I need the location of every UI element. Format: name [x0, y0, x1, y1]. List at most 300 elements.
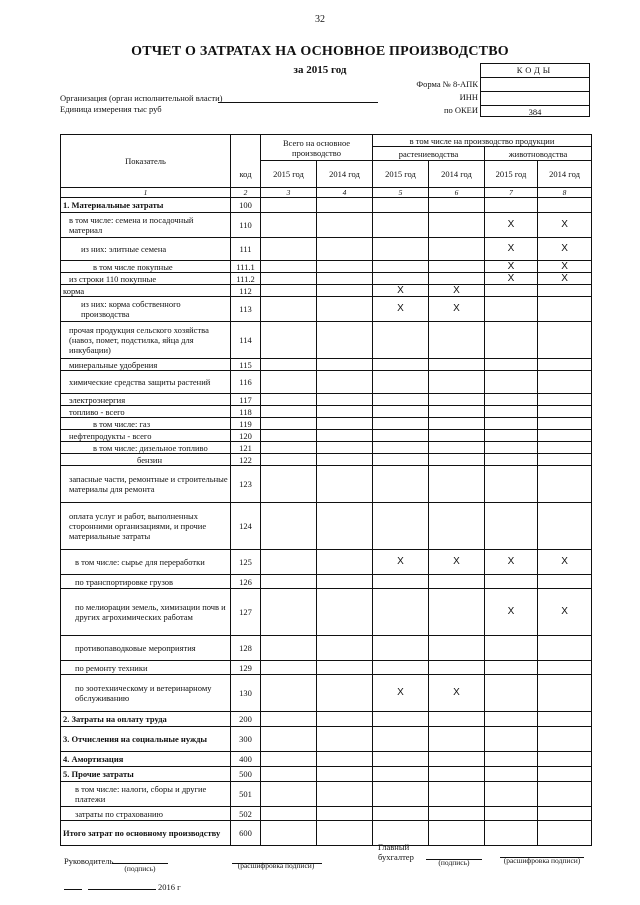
value-cell[interactable] [538, 661, 592, 675]
not-applicable-mark: X [429, 675, 485, 712]
inn-code-cell [481, 92, 589, 106]
value-cell[interactable] [538, 712, 592, 727]
not-applicable-mark: X [538, 261, 592, 273]
row-code: 600 [231, 821, 261, 846]
not-applicable-mark: X [429, 550, 485, 575]
value-cell[interactable] [485, 322, 538, 359]
value-cell[interactable] [261, 418, 317, 430]
value-cell[interactable] [317, 261, 373, 273]
table-row [61, 575, 592, 589]
header-code-blank [231, 135, 261, 161]
value-cell[interactable] [538, 727, 592, 752]
row-code: 501 [231, 782, 261, 807]
row-code: 113 [231, 297, 261, 322]
value-cell[interactable] [429, 371, 485, 394]
row-indicator: прочая продукция сельского хозяйства (навоз, помет, подстилка, яйца для инкубации) [61, 322, 231, 359]
value-cell[interactable] [261, 273, 317, 285]
value-cell[interactable] [317, 418, 373, 430]
value-cell[interactable] [538, 297, 592, 322]
row-code: 117 [231, 394, 261, 406]
header-animal-2014: 2014 год [538, 161, 592, 188]
value-cell[interactable] [485, 466, 538, 503]
value-cell[interactable] [317, 727, 373, 752]
table-row [61, 430, 592, 442]
value-cell[interactable] [261, 821, 317, 846]
value-cell[interactable] [373, 406, 429, 418]
value-cell[interactable] [261, 430, 317, 442]
value-cell[interactable] [261, 213, 317, 238]
value-cell[interactable] [261, 198, 317, 213]
value-cell[interactable] [261, 712, 317, 727]
table-row [61, 238, 592, 261]
value-cell[interactable] [485, 575, 538, 589]
value-cell[interactable] [538, 575, 592, 589]
table-row [61, 454, 592, 466]
table-row [61, 198, 592, 213]
value-cell[interactable] [317, 503, 373, 550]
date-day-field[interactable] [64, 880, 82, 890]
column-number: 7 [485, 188, 538, 198]
value-cell[interactable] [373, 767, 429, 782]
value-cell[interactable] [317, 394, 373, 406]
row-indicator: 4. Амортизация [61, 752, 231, 767]
value-cell[interactable] [317, 636, 373, 661]
value-cell[interactable] [429, 466, 485, 503]
value-cell[interactable] [485, 675, 538, 712]
value-cell[interactable] [373, 442, 429, 454]
org-name-field[interactable] [218, 92, 378, 103]
table-row [61, 406, 592, 418]
header-plant-2014: 2014 год [429, 161, 485, 188]
row-indicator: электроэнергия [61, 394, 231, 406]
value-cell[interactable] [261, 550, 317, 575]
value-cell[interactable] [261, 466, 317, 503]
value-cell[interactable] [317, 238, 373, 261]
value-cell[interactable] [317, 589, 373, 636]
value-cell[interactable] [317, 807, 373, 821]
value-cell[interactable] [261, 782, 317, 807]
inn-label: ИНН [459, 92, 478, 102]
row-code: 128 [231, 636, 261, 661]
table-row [61, 285, 592, 297]
value-cell[interactable] [485, 285, 538, 297]
table-row [61, 727, 592, 752]
row-indicator: по мелиорации земель, химизации почв и других агрохимических работам [61, 589, 231, 636]
value-cell[interactable] [317, 430, 373, 442]
table-row [61, 752, 592, 767]
value-cell[interactable] [261, 261, 317, 273]
value-cell[interactable] [485, 418, 538, 430]
row-indicator: в том числе: семена и посадочный материал [61, 213, 231, 238]
value-cell[interactable] [485, 503, 538, 550]
value-cell[interactable] [373, 394, 429, 406]
value-cell[interactable] [373, 727, 429, 752]
accountant-decode-caption: (расшифровка подписи) [503, 856, 581, 865]
value-cell[interactable] [429, 430, 485, 442]
not-applicable-mark: X [373, 285, 429, 297]
row-code: 300 [231, 727, 261, 752]
value-cell[interactable] [538, 430, 592, 442]
value-cell[interactable] [317, 442, 373, 454]
value-cell[interactable] [538, 394, 592, 406]
value-cell[interactable] [538, 198, 592, 213]
value-cell[interactable] [538, 359, 592, 371]
row-indicator: противопаводковые мероприятия [61, 636, 231, 661]
row-code: 116 [231, 371, 261, 394]
value-cell[interactable] [317, 821, 373, 846]
value-cell[interactable] [538, 371, 592, 394]
value-cell[interactable] [429, 589, 485, 636]
value-cell[interactable] [317, 454, 373, 466]
value-cell[interactable] [538, 782, 592, 807]
row-indicator: бензин [61, 454, 231, 466]
value-cell[interactable] [538, 406, 592, 418]
value-cell[interactable] [317, 285, 373, 297]
value-cell[interactable] [538, 636, 592, 661]
codes-box [480, 63, 590, 117]
table-row [61, 550, 592, 575]
value-cell[interactable] [485, 297, 538, 322]
page-number: 32 [315, 14, 325, 25]
value-cell[interactable] [429, 359, 485, 371]
header-animal: животноводства [485, 147, 592, 161]
header-total-2015: 2015 год [261, 161, 317, 188]
value-cell[interactable] [485, 430, 538, 442]
value-cell[interactable] [373, 198, 429, 213]
value-cell[interactable] [317, 406, 373, 418]
table-row [61, 807, 592, 821]
table-row [61, 442, 592, 454]
value-cell[interactable] [261, 727, 317, 752]
value-cell[interactable] [317, 575, 373, 589]
table-row [61, 322, 592, 359]
head-decode-caption: (расшифровка подписи) [237, 861, 315, 870]
not-applicable-mark: X [429, 285, 485, 297]
value-cell[interactable] [485, 752, 538, 767]
value-cell[interactable] [538, 418, 592, 430]
date-month-field[interactable] [88, 880, 156, 890]
value-cell[interactable] [538, 807, 592, 821]
value-cell[interactable] [261, 322, 317, 359]
value-cell[interactable] [261, 442, 317, 454]
not-applicable-mark: X [373, 297, 429, 322]
value-cell[interactable] [373, 430, 429, 442]
header-animal-2015: 2015 год [485, 161, 538, 188]
row-indicator: нефтепродукты - всего [61, 430, 231, 442]
value-cell[interactable] [429, 782, 485, 807]
value-cell[interactable] [373, 359, 429, 371]
value-cell[interactable] [373, 575, 429, 589]
value-cell[interactable] [261, 371, 317, 394]
row-code: 200 [231, 712, 261, 727]
value-cell[interactable] [485, 394, 538, 406]
header-plant: растениеводства [373, 147, 485, 161]
row-code: 112 [231, 285, 261, 297]
value-cell[interactable] [261, 767, 317, 782]
value-cell[interactable] [261, 297, 317, 322]
row-code: 111.2 [231, 273, 261, 285]
not-applicable-mark: X [373, 550, 429, 575]
row-code: 119 [231, 418, 261, 430]
row-code: 129 [231, 661, 261, 675]
unit-label: Единица измерения тыс руб [60, 104, 162, 114]
row-code: 118 [231, 406, 261, 418]
not-applicable-mark: X [538, 589, 592, 636]
value-cell[interactable] [373, 371, 429, 394]
row-indicator: запасные части, ремонтные и строительные материалы для ремонта [61, 466, 231, 503]
value-cell[interactable] [485, 454, 538, 466]
value-cell[interactable] [429, 752, 485, 767]
form-code-cell [481, 78, 589, 92]
value-cell[interactable] [317, 371, 373, 394]
row-indicator: корма [61, 285, 231, 297]
value-cell[interactable] [429, 807, 485, 821]
not-applicable-mark: X [485, 550, 538, 575]
row-code: 125 [231, 550, 261, 575]
value-cell[interactable] [429, 575, 485, 589]
value-cell[interactable] [261, 503, 317, 550]
value-cell[interactable] [485, 636, 538, 661]
codes-header: КОДЫ [481, 64, 589, 78]
value-cell[interactable] [373, 712, 429, 727]
value-cell[interactable] [317, 359, 373, 371]
value-cell[interactable] [538, 466, 592, 503]
cost-table [60, 134, 592, 846]
value-cell[interactable] [261, 238, 317, 261]
value-cell[interactable] [538, 752, 592, 767]
value-cell[interactable] [485, 807, 538, 821]
column-number: 8 [538, 188, 592, 198]
row-code: 127 [231, 589, 261, 636]
head-signature-caption: (подпись) [124, 864, 156, 873]
row-code: 122 [231, 454, 261, 466]
okei-label: по ОКЕИ [443, 105, 478, 115]
row-indicator: в том числе: сырье для переработки [61, 550, 231, 575]
table-row [61, 261, 592, 273]
value-cell[interactable] [485, 371, 538, 394]
value-cell[interactable] [429, 636, 485, 661]
value-cell[interactable] [261, 359, 317, 371]
table-row [61, 767, 592, 782]
value-cell[interactable] [317, 466, 373, 503]
accountant-label: Главный бухгалтер [378, 842, 414, 862]
value-cell[interactable] [429, 406, 485, 418]
value-cell[interactable] [373, 454, 429, 466]
value-cell[interactable] [317, 712, 373, 727]
date-year: 2016 г [158, 882, 181, 892]
value-cell[interactable] [538, 454, 592, 466]
row-indicator: по транспортировке грузов [61, 575, 231, 589]
value-cell[interactable] [429, 273, 485, 285]
not-applicable-mark: X [485, 213, 538, 238]
column-number: 6 [429, 188, 485, 198]
value-cell[interactable] [373, 213, 429, 238]
not-applicable-mark: X [485, 238, 538, 261]
value-cell[interactable] [429, 418, 485, 430]
value-cell[interactable] [538, 442, 592, 454]
table-row [61, 503, 592, 550]
row-indicator: оплата услуг и работ, выполненных сторонними организациями, и прочие материальные затраты [61, 503, 231, 550]
value-cell[interactable] [373, 322, 429, 359]
value-cell[interactable] [373, 752, 429, 767]
table-row [61, 297, 592, 322]
row-indicator: 2. Затраты на оплату труда [61, 712, 231, 727]
value-cell[interactable] [317, 198, 373, 213]
value-cell[interactable] [373, 238, 429, 261]
not-applicable-mark: X [538, 550, 592, 575]
table-row [61, 273, 592, 285]
value-cell[interactable] [429, 442, 485, 454]
head-label: Руководитель [64, 856, 114, 866]
okei-code-cell: 384 [528, 107, 542, 117]
header-code: код [231, 161, 261, 188]
value-cell[interactable] [373, 782, 429, 807]
row-code: 123 [231, 466, 261, 503]
value-cell[interactable] [317, 752, 373, 767]
value-cell[interactable] [538, 322, 592, 359]
value-cell[interactable] [429, 727, 485, 752]
value-cell[interactable] [317, 213, 373, 238]
value-cell[interactable] [261, 589, 317, 636]
value-cell[interactable] [373, 661, 429, 675]
value-cell[interactable] [485, 198, 538, 213]
not-applicable-mark: X [538, 238, 592, 261]
not-applicable-mark: X [485, 273, 538, 285]
value-cell[interactable] [373, 589, 429, 636]
row-indicator: по зоотехническому и ветеринарному обслуживанию [61, 675, 231, 712]
value-cell[interactable] [373, 807, 429, 821]
header-total: Всего на основное производство [261, 135, 373, 161]
head-signature-field[interactable] [112, 854, 168, 864]
row-indicator: из них: элитные семена [61, 238, 231, 261]
table-row [61, 712, 592, 727]
value-cell[interactable] [485, 712, 538, 727]
row-indicator: топливо - всего [61, 406, 231, 418]
value-cell[interactable] [485, 782, 538, 807]
column-number: 2 [231, 188, 261, 198]
form-label: Форма № 8-АПК [416, 79, 478, 89]
value-cell[interactable] [317, 782, 373, 807]
value-cell[interactable] [317, 675, 373, 712]
row-code: 100 [231, 198, 261, 213]
value-cell[interactable] [261, 575, 317, 589]
table-row [61, 359, 592, 371]
value-cell[interactable] [485, 661, 538, 675]
value-cell[interactable] [261, 807, 317, 821]
value-cell[interactable] [429, 213, 485, 238]
value-cell[interactable] [373, 466, 429, 503]
value-cell[interactable] [429, 712, 485, 727]
value-cell[interactable] [373, 273, 429, 285]
value-cell[interactable] [429, 322, 485, 359]
table-row [61, 466, 592, 503]
value-cell[interactable] [429, 394, 485, 406]
value-cell[interactable] [429, 238, 485, 261]
value-cell[interactable] [261, 406, 317, 418]
value-cell[interactable] [261, 675, 317, 712]
table-row [61, 394, 592, 406]
table-row [61, 636, 592, 661]
row-code: 111 [231, 238, 261, 261]
value-cell[interactable] [485, 727, 538, 752]
value-cell[interactable] [485, 442, 538, 454]
value-cell[interactable] [261, 394, 317, 406]
row-indicator: из строки 110 покупные [61, 273, 231, 285]
value-cell[interactable] [485, 821, 538, 846]
value-cell[interactable] [538, 675, 592, 712]
row-code: 120 [231, 430, 261, 442]
value-cell[interactable] [538, 821, 592, 846]
row-indicator: 1. Материальные затраты [61, 198, 231, 213]
value-cell[interactable] [261, 285, 317, 297]
row-code: 126 [231, 575, 261, 589]
header-total-2014: 2014 год [317, 161, 373, 188]
row-code: 130 [231, 675, 261, 712]
value-cell[interactable] [373, 636, 429, 661]
value-cell[interactable] [429, 503, 485, 550]
value-cell[interactable] [317, 661, 373, 675]
value-cell[interactable] [538, 503, 592, 550]
value-cell[interactable] [261, 661, 317, 675]
not-applicable-mark: X [538, 273, 592, 285]
value-cell[interactable] [429, 821, 485, 846]
row-code: 124 [231, 503, 261, 550]
value-cell[interactable] [317, 273, 373, 285]
table-row [61, 782, 592, 807]
value-cell[interactable] [538, 285, 592, 297]
row-code: 115 [231, 359, 261, 371]
row-indicator: 5. Прочие затраты [61, 767, 231, 782]
value-cell[interactable] [538, 767, 592, 782]
value-cell[interactable] [485, 359, 538, 371]
value-cell[interactable] [317, 297, 373, 322]
value-cell[interactable] [261, 454, 317, 466]
value-cell[interactable] [317, 767, 373, 782]
value-cell[interactable] [373, 503, 429, 550]
row-indicator: минеральные удобрения [61, 359, 231, 371]
value-cell[interactable] [429, 767, 485, 782]
row-indicator: в том числе: газ [61, 418, 231, 430]
value-cell[interactable] [485, 406, 538, 418]
value-cell[interactable] [373, 418, 429, 430]
value-cell[interactable] [429, 198, 485, 213]
value-cell[interactable] [261, 752, 317, 767]
row-indicator: по ремонту техники [61, 661, 231, 675]
value-cell[interactable] [429, 454, 485, 466]
row-code: 500 [231, 767, 261, 782]
not-applicable-mark: X [538, 213, 592, 238]
column-number: 4 [317, 188, 373, 198]
column-number: 1 [61, 188, 231, 198]
value-cell[interactable] [485, 767, 538, 782]
value-cell[interactable] [429, 261, 485, 273]
row-indicator: химические средства защиты растений [61, 371, 231, 394]
table-row [61, 371, 592, 394]
value-cell[interactable] [261, 636, 317, 661]
row-indicator: в том числе: налоги, сборы и другие платежи [61, 782, 231, 807]
row-code: 502 [231, 807, 261, 821]
table-row [61, 213, 592, 238]
value-cell[interactable] [317, 322, 373, 359]
value-cell[interactable] [317, 550, 373, 575]
value-cell[interactable] [429, 661, 485, 675]
not-applicable-mark: X [485, 589, 538, 636]
column-number: 5 [373, 188, 429, 198]
row-indicator: Итого затрат по основному производству [61, 821, 231, 846]
value-cell[interactable] [373, 261, 429, 273]
column-numbers-row [61, 188, 592, 198]
row-indicator: в том числе покупные [61, 261, 231, 273]
